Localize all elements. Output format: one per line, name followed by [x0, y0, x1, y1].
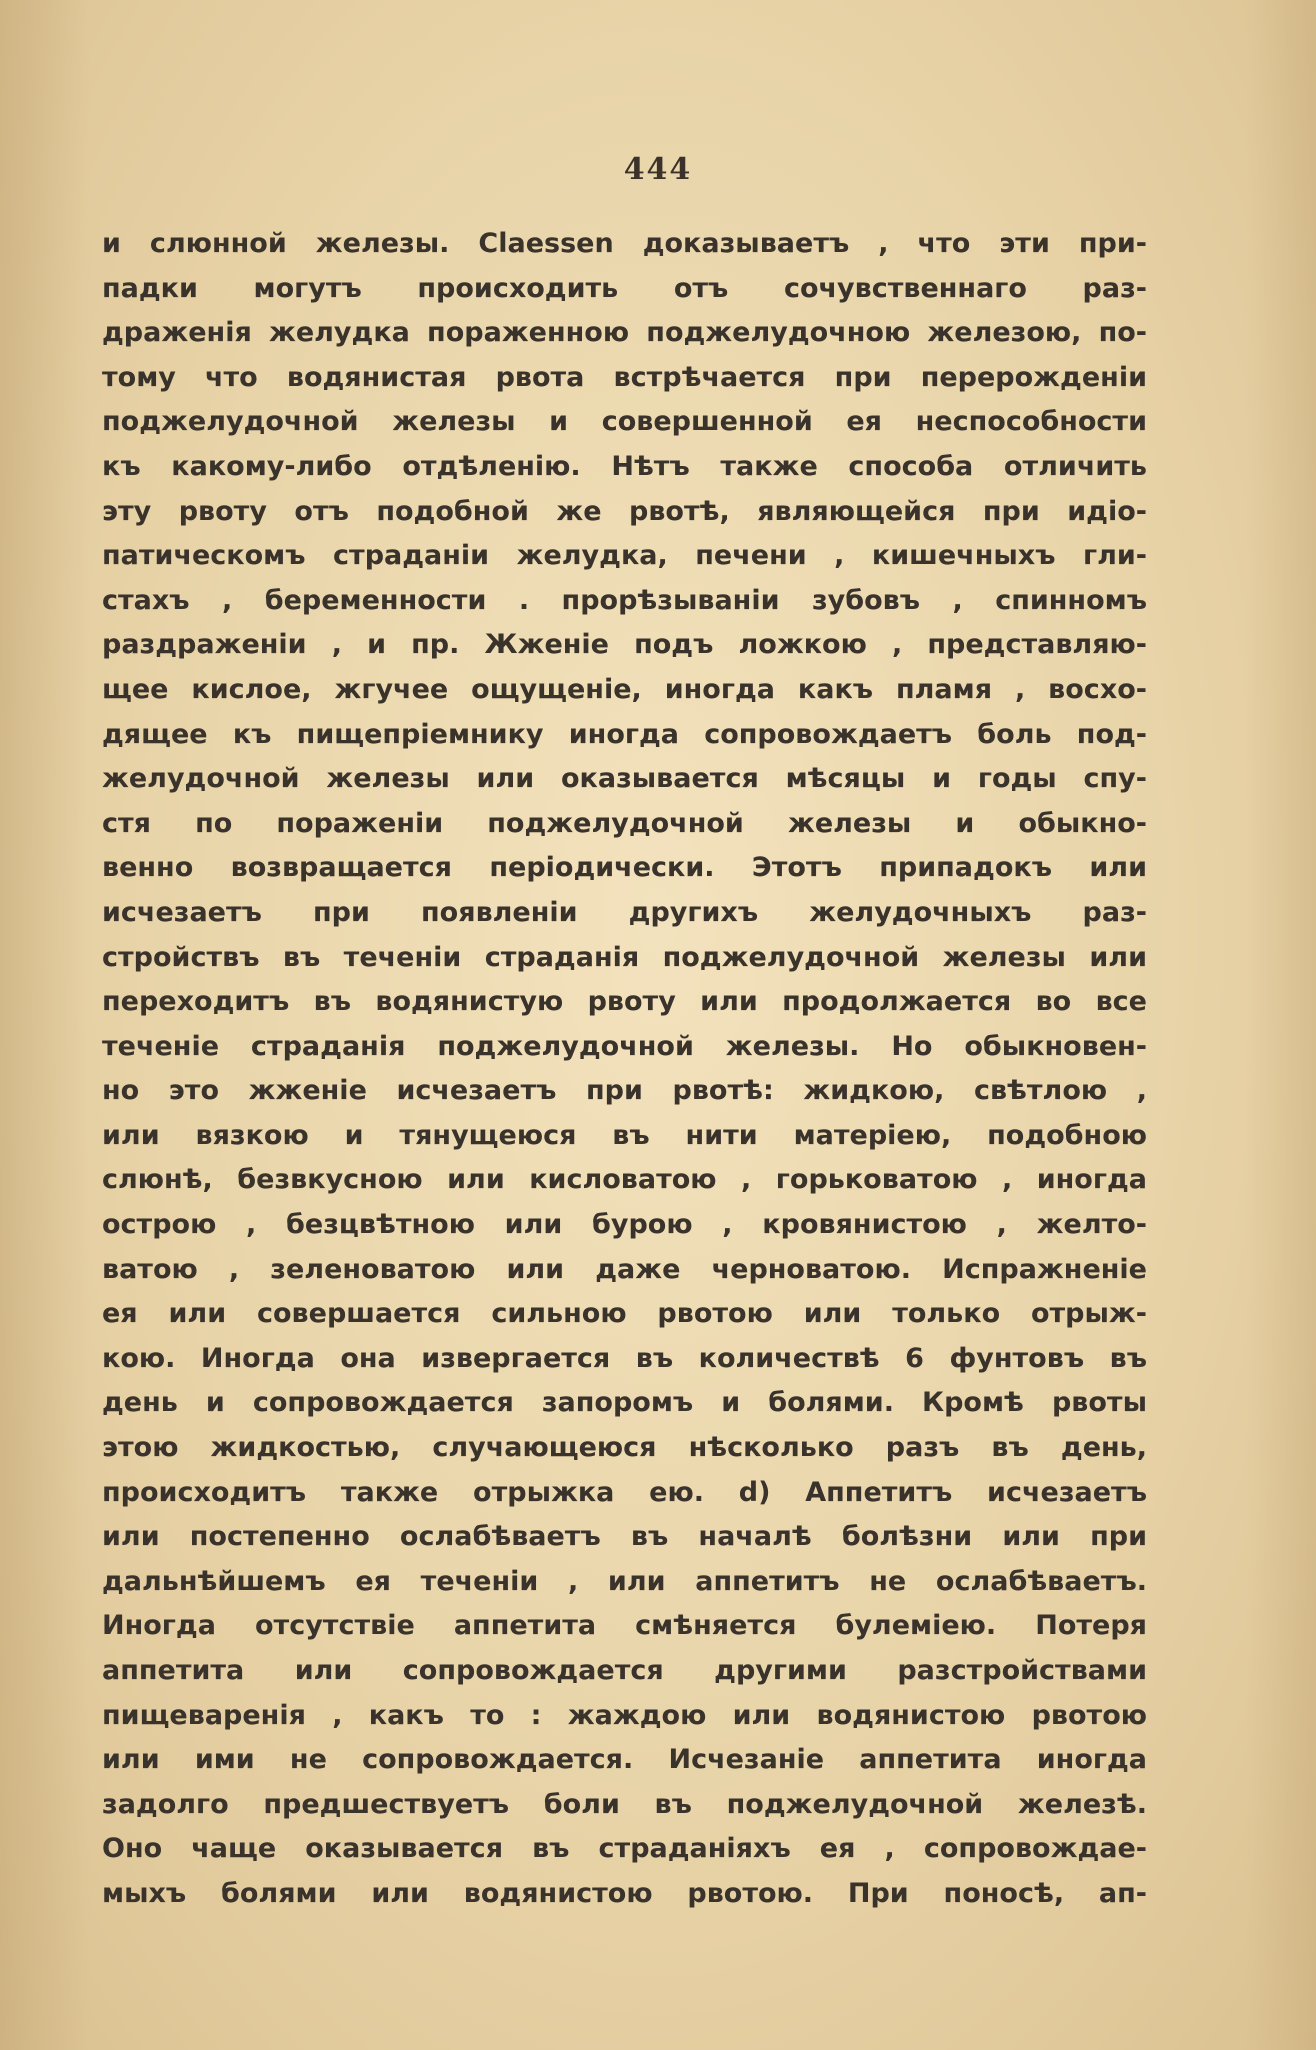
text-line: исчезаетъ при появленіи другихъ желудочныхъ раз-	[102, 896, 1147, 928]
text-line: Оно чаще оказывается въ страданіяхъ ея , сопровождае-	[102, 1833, 1147, 1865]
text-line: къ какому-либо отдѣленію. Нѣтъ также способа отличить	[102, 450, 1147, 482]
body-text	[102, 222, 1147, 1917]
text-line: тому что водянистая рвота встрѣчается при перерожденіи	[102, 361, 1147, 393]
text-line: стахъ , беременности . прорѣзываніи зубовъ , спинномъ	[102, 584, 1147, 616]
text-line: и слюнной железы. Claessen доказываетъ , что эти при-	[102, 228, 1147, 259]
text-line: кою. Иногда она извергается въ количествѣ 6 фунтовъ въ	[102, 1342, 1147, 1374]
text-line: драженія желудка пораженною поджелудочною железою, по-	[102, 317, 1147, 349]
text-line: патическомъ страданіи желудка, печени , кишечныхъ гли-	[102, 540, 1147, 572]
text-line: Иногда отсутствіе аппетита смѣняется булеміею. Потеря	[102, 1610, 1147, 1642]
text-line: ея или совершается сильною рвотою или только отрыж-	[102, 1298, 1147, 1330]
text-line: ватою , зеленоватою или даже черноватою. Испражненіе	[102, 1253, 1147, 1285]
text-line: эту рвоту отъ подобной же рвотѣ, являющейся при идіо-	[102, 495, 1147, 527]
text-line: происходитъ также отрыжка ею. d) Аппетитъ исчезаетъ	[102, 1476, 1147, 1508]
page-number: 444	[623, 152, 693, 187]
text-line: этою жидкостью, случающеюся нѣсколько разъ въ день,	[102, 1432, 1147, 1464]
text-line: мыхъ болями или водянистою рвотою. При поносѣ, ап-	[102, 1877, 1147, 1909]
text-line: стройствъ въ теченіи страданія поджелудочной железы или	[102, 941, 1147, 973]
text-line: раздраженіи , и пр. Жженіе подъ ложкою , представляю-	[102, 629, 1147, 661]
text-line: но это жженіе исчезаетъ при рвотѣ: жидкою, свѣтлою ,	[102, 1075, 1147, 1107]
text-line: задолго предшествуетъ боли въ поджелудочной железѣ.	[102, 1788, 1147, 1820]
text-line: поджелудочной железы и совершенной ея неспособности	[102, 406, 1147, 438]
text-line: аппетита или сопровождается другими разстройствами	[102, 1655, 1147, 1686]
text-line: желудочной железы или оказывается мѣсяцы и годы спу-	[102, 763, 1147, 795]
text-line: переходитъ въ водянистую рвоту или продолжается во все	[102, 986, 1147, 1018]
page-edge-shading-right	[1246, 0, 1316, 2050]
text-line: острою , безцвѣтною или бурою , кровянистою , желто-	[102, 1209, 1147, 1241]
text-line: слюнѣ, безвкусною или кисловатою , горьковатою , иногда	[102, 1164, 1147, 1196]
text-line: день и сопровождается запоромъ и болями. Кромѣ рвоты	[102, 1387, 1147, 1419]
text-line: пищеваренія , какъ то : жаждою или водянистою рвотою	[102, 1699, 1147, 1731]
text-line: стя по пораженіи поджелудочной железы и обыкно-	[102, 807, 1147, 839]
text-line: щее кислое, жгучее ощущеніе, иногда какъ пламя , восхо-	[102, 673, 1147, 705]
text-line: дальнѣйшемъ ея теченіи , или аппетитъ не ослабѣваетъ.	[102, 1565, 1147, 1597]
text-line: или постепенно ослабѣваетъ въ началѣ болѣзни или при	[102, 1521, 1147, 1553]
text-line: теченіе страданія поджелудочной железы. Но обыкновен-	[102, 1030, 1147, 1062]
text-line: дящее къ пищепріемнику иногда сопровождаетъ боль под-	[102, 718, 1147, 750]
text-line: падки могутъ происходить отъ сочувственнаго раз-	[102, 272, 1147, 304]
text-line: венно возвращается періодически. Этотъ припадокъ или	[102, 852, 1147, 884]
text-line: или ими не сопровождается. Исчезаніе аппетита иногда	[102, 1744, 1147, 1776]
page-edge-shading-left	[0, 0, 90, 2050]
text-line: или вязкою и тянущеюся въ нити матеріею, подобною	[102, 1119, 1147, 1151]
